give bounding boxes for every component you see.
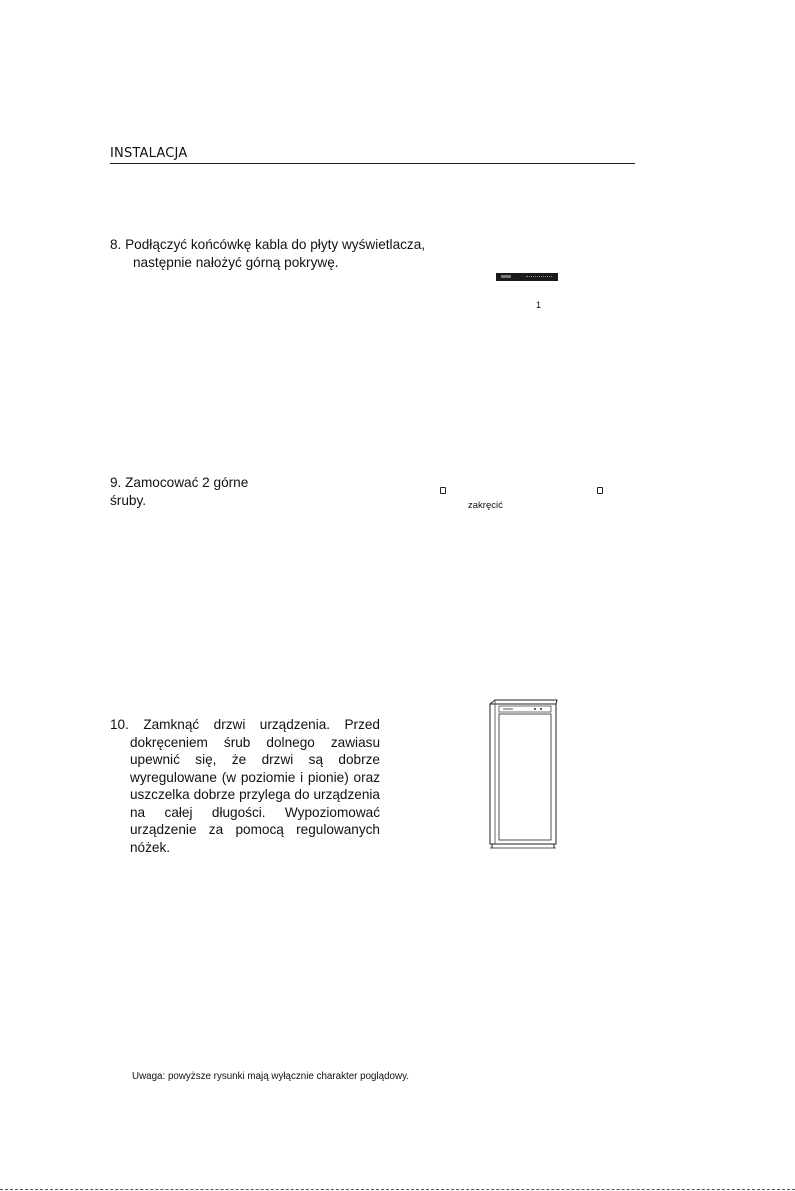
- display-dots: [526, 276, 552, 279]
- fridge-illustration: [487, 698, 559, 850]
- brand-logo-icon: [501, 275, 511, 278]
- step-8: [110, 236, 450, 271]
- step-8-line-1: 8. Podłączyć końcówkę kabla do płyty wyświetlacza,: [110, 237, 426, 252]
- figure-label-1: 1: [536, 300, 542, 310]
- disclaimer-note: Uwaga: powyższe rysunki mają wyłącznie charakter poglądowy.: [132, 1071, 409, 1082]
- screw-icon: [440, 487, 446, 494]
- screw-icon: [597, 487, 603, 494]
- header-divider: [110, 163, 635, 164]
- step-10: 10. Zamknąć drzwi urządzenia. Przed dokręceniem śrub dolnego zawiasu upewnić się, że drzwi są dobrze wyregulowane (w poziomie i pionie) oraz uszczelka dobrze przylega do urządzenia na całej długości. Wypoziomować urządzenie za pomocą regulowanych nóżek.: [110, 717, 380, 855]
- display-panel-illustration: [496, 273, 558, 281]
- page-bottom-edge: [0, 1189, 795, 1190]
- step-9: 9. Zamocować 2 górne śruby.: [110, 475, 249, 508]
- section-title: INSTALACJA: [110, 146, 188, 161]
- screw-instruction-label: zakręcić: [468, 500, 503, 511]
- step-8-line-2: następnie nałożyć górną pokrywę.: [133, 254, 339, 270]
